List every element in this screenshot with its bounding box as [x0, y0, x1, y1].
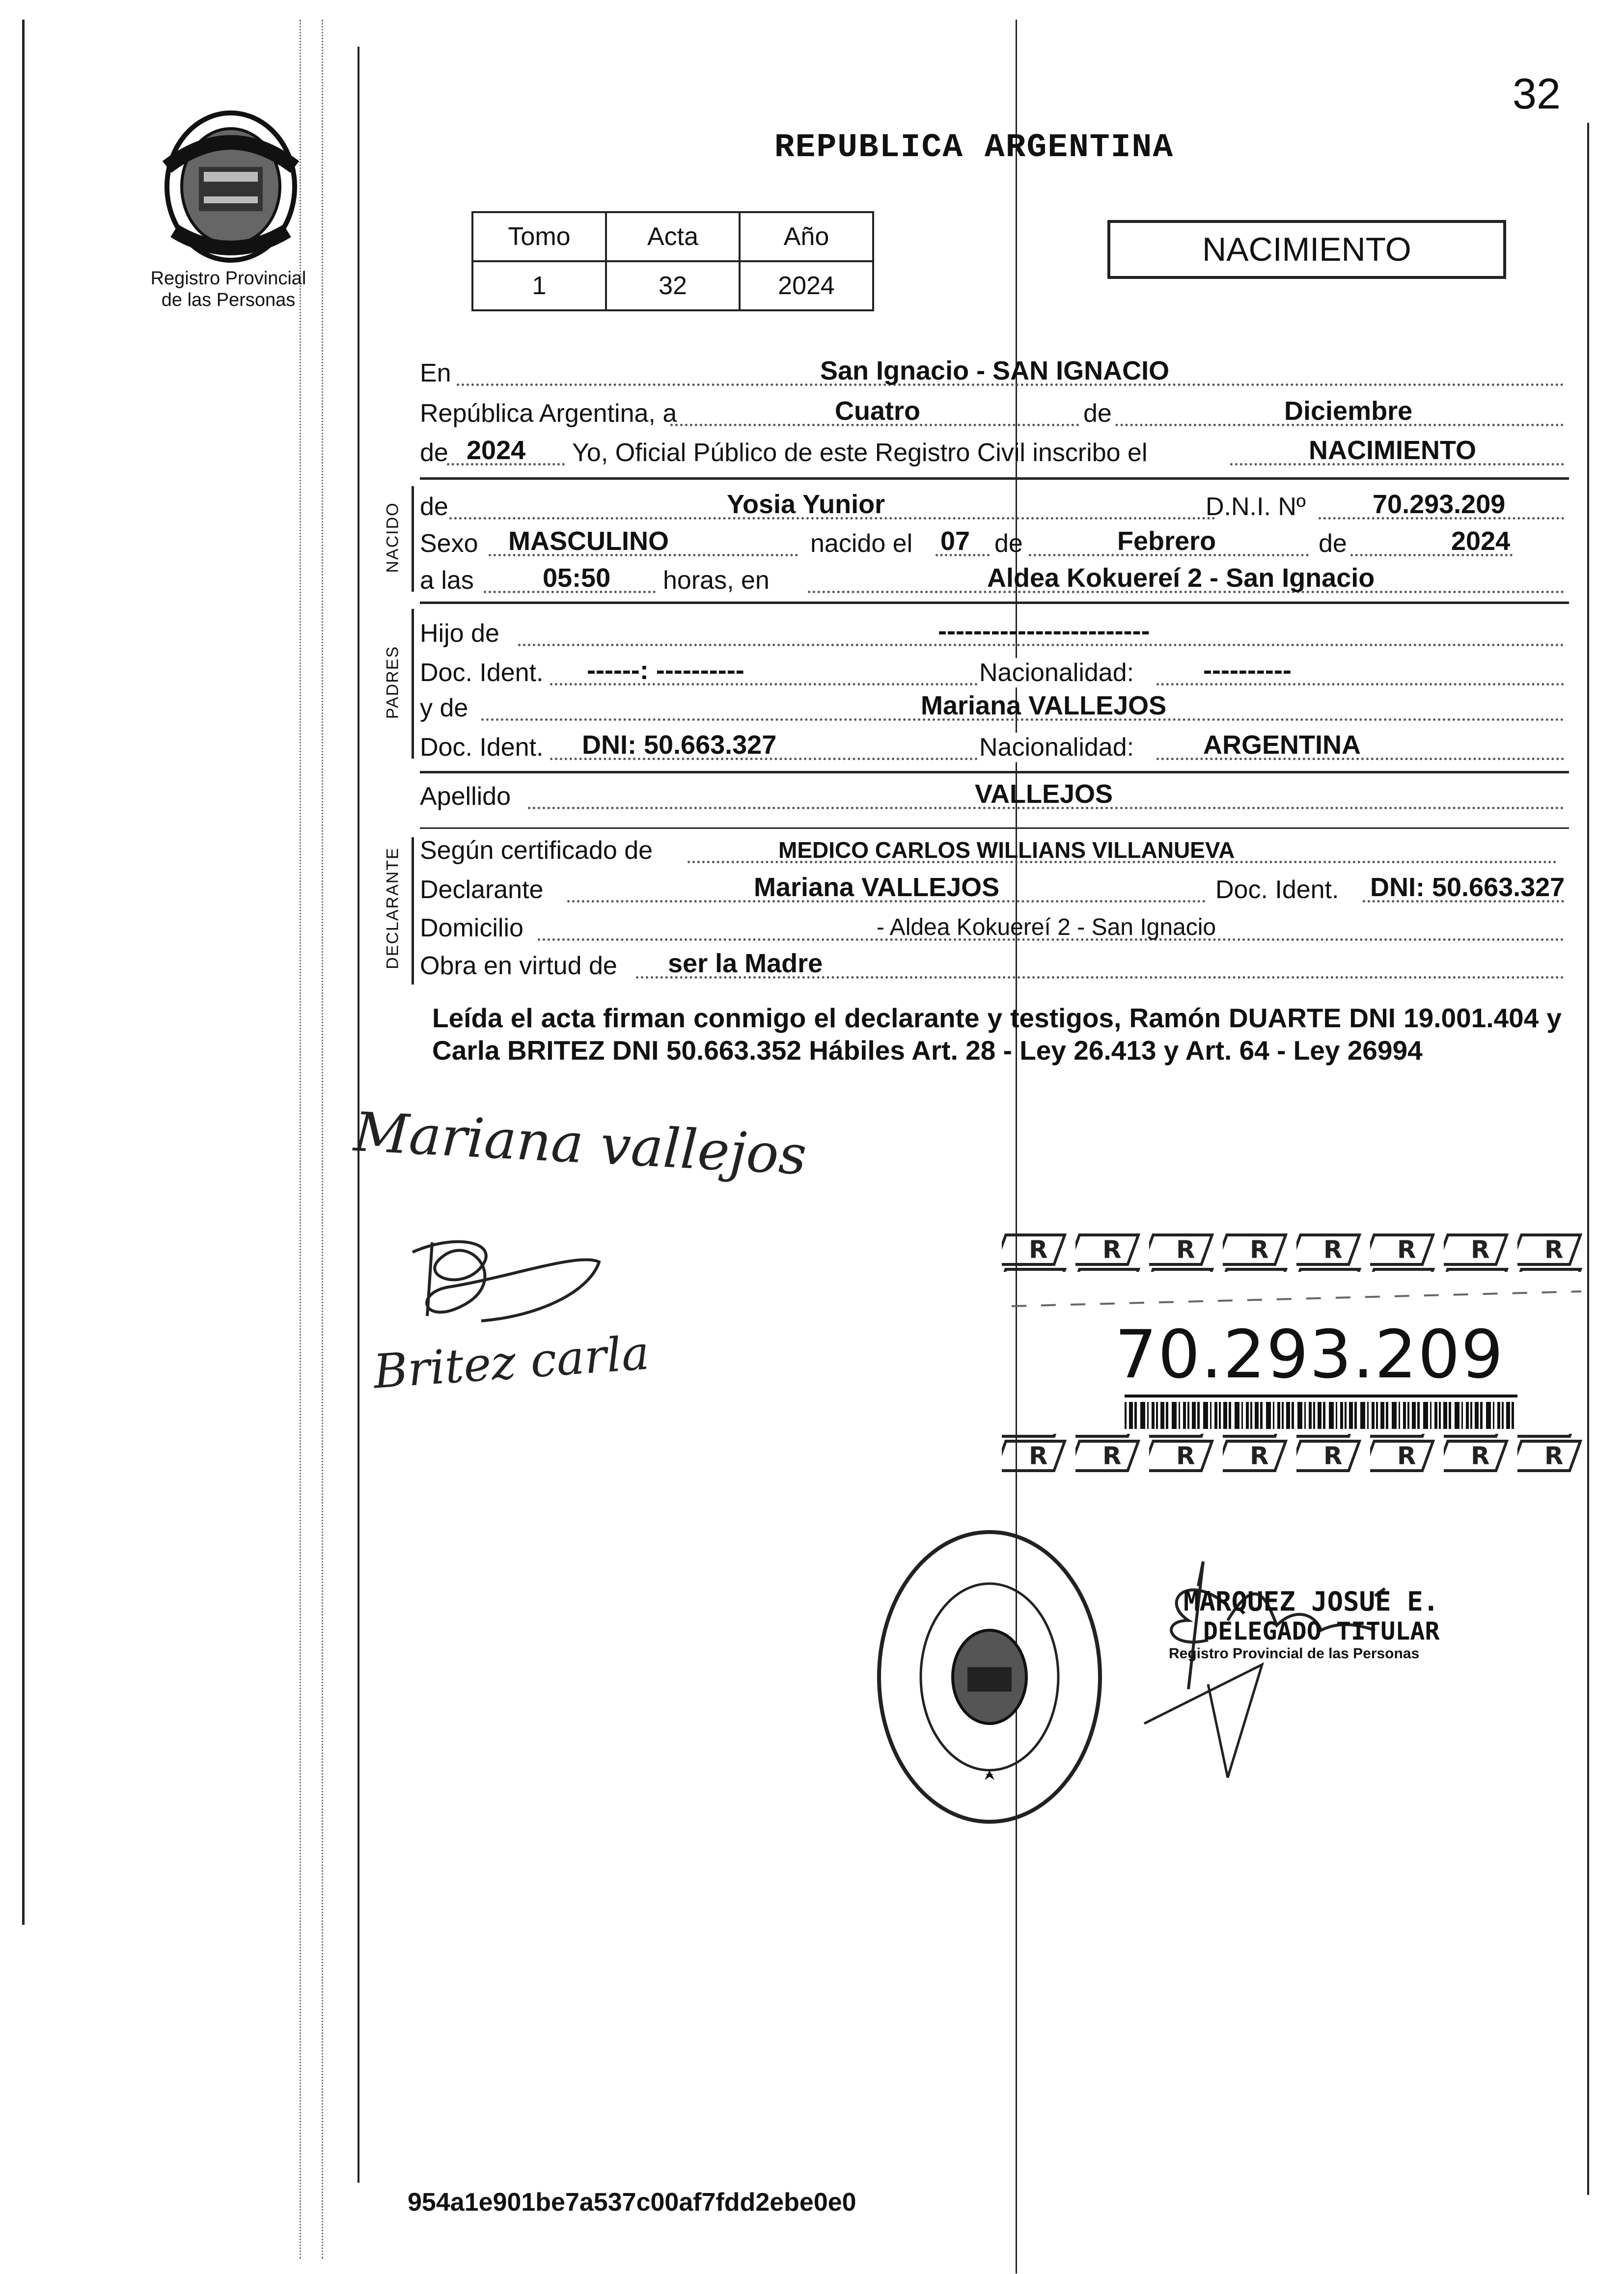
record-table: [471, 211, 874, 311]
line-en: En San Ignacio - SAN IGNACIO: [420, 357, 1564, 393]
line-apellido: Apellido VALLEJOS: [420, 781, 1564, 816]
header-tomo: Tomo: [472, 212, 606, 261]
nacido-bar: [412, 486, 414, 592]
official-role: DELEGADO TITULAR: [1203, 1617, 1440, 1645]
place-value: San Ignacio - SAN IGNACIO: [820, 356, 1170, 385]
birth-day: 07: [940, 526, 970, 556]
value-acta: 32: [606, 261, 740, 310]
content-right-border: [1587, 123, 1589, 2195]
line-nacido-hora: a las 05:50 horas, en Aldea Kokuereí 2 - San Ignacio: [420, 565, 1564, 600]
punch-margin: [300, 20, 301, 2259]
closing-statement: Leída el acta firman conmigo el declarante y testigos, Ramón DUARTE DNI 19.001.404 y Carla BRITEZ DNI 50.663.352 Hábiles Art. 28 - Ley 26.413 y Art. 64 - Ley 26994: [432, 1003, 1562, 1066]
declarant-doc: DNI: 50.663.327: [1370, 873, 1565, 902]
value-tomo: 1: [472, 261, 606, 310]
birth-place: Aldea Kokuereí 2 - San Ignacio: [987, 563, 1375, 593]
line-nacido-nombre: de Yosia Yunior D.N.I. Nº 70.293.209: [420, 491, 1564, 526]
left-margin-line: [22, 20, 25, 1925]
line-madre-doc: Doc. Ident. DNI: 50.663.327 Nacionalidad: ARGENTINA: [420, 732, 1564, 767]
page-title: REPUBLICA ARGENTINA: [774, 129, 1174, 166]
section-padres-label: PADRES: [383, 645, 402, 719]
child-name: Yosia Yunior: [727, 490, 885, 519]
padres-bar: [412, 609, 414, 759]
logo-caption: Registro Provincial de las Personas: [150, 268, 306, 310]
separator: [420, 771, 1569, 773]
father-doc: ------: ----------: [587, 656, 744, 685]
year-value: 2024: [467, 436, 526, 465]
line-certificado: Según certificado de MEDICO CARLOS WILLIANS VILLANUEVA: [420, 835, 1564, 870]
certificate-value: MEDICO CARLOS WILLIANS VILLANUEVA: [778, 837, 1235, 863]
child-dni: 70.293.209: [1373, 490, 1506, 519]
address-value: - Aldea Kokuereí 2 - San Ignacio: [877, 914, 1216, 940]
child-sex: MASCULINO: [508, 526, 669, 556]
official-stamp: [1169, 1586, 1513, 1662]
father-name: ------------------------: [938, 616, 1150, 646]
line-oficial: de 2024 Yo, Oficial Público de este Registro Civil inscribo el NACIMIENTO: [420, 437, 1564, 472]
section-declarante-label: DECLARANTE: [383, 847, 402, 969]
witness-signature: Britez carla: [371, 1326, 651, 1399]
page-number: 32: [1513, 69, 1561, 118]
section-nacido-label: NACIDO: [383, 502, 402, 573]
act-value: NACIMIENTO: [1309, 436, 1477, 465]
official-signature-scribble: [1129, 1542, 1473, 1819]
line-republica: República Argentina, a Cuatro de Diciembre: [420, 398, 1564, 433]
document-hash: 954a1e901be7a537c00af7fdd2ebe0e0: [408, 2188, 856, 2217]
birth-year: 2024: [1451, 526, 1511, 556]
punch-margin-2: [322, 20, 323, 2259]
line-declarante: Declarante Mariana VALLEJOS Doc. Ident. DNI: 50.663.327: [420, 873, 1565, 904]
separator: [420, 477, 1569, 480]
day-value: Cuatro: [835, 396, 920, 426]
line-padre-doc: Doc. Ident. ------: ---------- Nacionalidad: ----------: [420, 657, 1564, 692]
official-name: MARQUEZ JOSUE E.: [1184, 1586, 1439, 1617]
header-acta: Acta: [606, 212, 740, 261]
father-nationality: ----------: [1203, 656, 1292, 685]
separator: [420, 602, 1569, 604]
line-hijo-de: Hijo de ------------------------: [420, 618, 1564, 653]
province-seal-logo: [157, 108, 304, 265]
value-anio: 2024: [740, 261, 873, 310]
line-domicilio: Domicilio - Aldea Kokuereí 2 - San Ignacio: [420, 912, 1564, 948]
separator: [420, 827, 1569, 829]
basis-value: ser la Madre: [668, 949, 823, 978]
declarante-bar: [412, 837, 414, 985]
surname-value: VALLEJOS: [975, 779, 1113, 809]
mother-nationality: ARGENTINA: [1203, 730, 1361, 760]
month-value: Diciembre: [1284, 396, 1413, 426]
line-nacido-sexo: Sexo MASCULINO nacido el 07 de Febrero de 2024: [420, 528, 1564, 563]
record-type-box: NACIMIENTO: [1107, 220, 1506, 279]
mother-name: Mariana VALLEJOS: [921, 691, 1167, 720]
birth-month: Febrero: [1117, 526, 1216, 556]
witness-signature-scribble: [383, 1223, 629, 1338]
line-y-de: y de Mariana VALLEJOS: [420, 692, 1564, 728]
official-office: Registro Provincial de las Personas: [1169, 1645, 1420, 1662]
header-anio: Año: [740, 212, 873, 261]
mother-doc: DNI: 50.663.327: [582, 730, 777, 760]
delegation-round-stamp: [872, 1525, 1107, 1832]
line-obra: Obra en virtud de ser la Madre: [420, 950, 1564, 986]
declarant-signature: Mariana vallejos: [352, 1100, 808, 1187]
dni-barcode-sticker: [1002, 1233, 1591, 1478]
declarant-name: Mariana VALLEJOS: [754, 873, 1000, 902]
barcode-number: 70.293.209: [1115, 1316, 1504, 1393]
birth-time: 05:50: [543, 563, 611, 593]
